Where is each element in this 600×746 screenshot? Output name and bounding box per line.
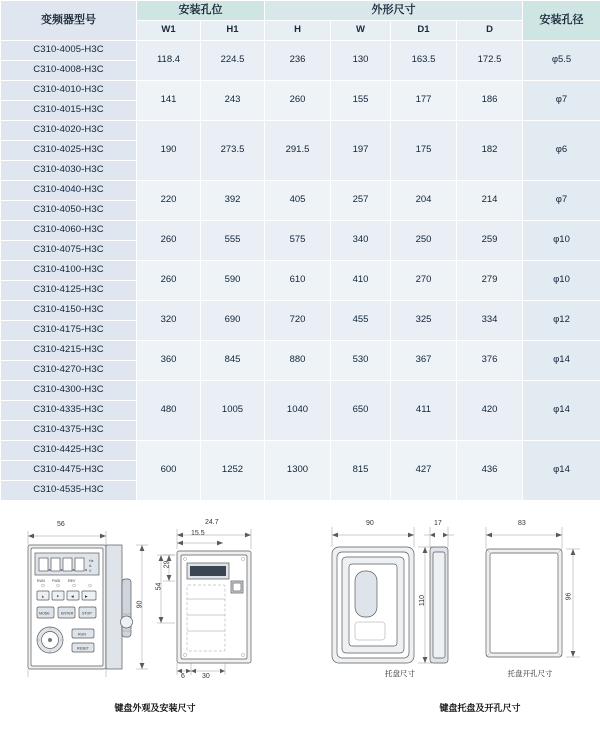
dim-keypad-depth2: 15.5 xyxy=(191,530,205,537)
dim-keypad-width: 56 xyxy=(57,521,65,528)
table-row xyxy=(1,381,600,401)
cell-h: 236 xyxy=(265,41,331,81)
cell-w1: 480 xyxy=(137,381,201,441)
cell-model: C310-4300-H3C xyxy=(1,381,137,401)
table-row xyxy=(1,341,600,361)
cell-model: C310-4100-H3C xyxy=(1,261,137,281)
cell-model: C310-4150-H3C xyxy=(1,301,137,321)
table-row xyxy=(1,441,600,461)
caption-tray: 键盘托盘及开孔尺寸 xyxy=(380,701,580,714)
cell-w1: 260 xyxy=(137,221,201,261)
cell-hole-diameter: φ12 xyxy=(523,301,600,341)
cell-d: 214 xyxy=(457,181,523,221)
cell-d1: 177 xyxy=(391,81,457,121)
svg-text:ENTER: ENTER xyxy=(61,611,74,615)
tray-side-view xyxy=(420,519,470,684)
cell-w: 197 xyxy=(331,121,391,181)
cell-model: C310-4535-H3C xyxy=(1,481,137,501)
cell-d1: 175 xyxy=(391,121,457,181)
cell-w1: 118.4 xyxy=(137,41,201,81)
svg-text:FWD: FWD xyxy=(52,579,61,583)
table-header xyxy=(1,1,600,41)
cell-hole-diameter: φ14 xyxy=(523,441,600,501)
cell-model: C310-4030-H3C xyxy=(1,161,137,181)
cell-model: C310-4060-H3C xyxy=(1,221,137,241)
cell-model: C310-4215-H3C xyxy=(1,341,137,361)
cell-w: 410 xyxy=(331,261,391,301)
dim-plate-b2: 30 xyxy=(202,673,210,680)
cell-d: 172.5 xyxy=(457,41,523,81)
dim-plate-h1: 29 xyxy=(163,561,170,569)
cell-model: C310-4005-H3C xyxy=(1,41,137,61)
header-model: 变频器型号 xyxy=(1,1,137,41)
dim-tray-width: 90 xyxy=(366,520,374,527)
header-w1: W1 xyxy=(137,21,201,41)
svg-text:REV: REV xyxy=(68,579,76,583)
cell-w: 815 xyxy=(331,441,391,501)
cell-model: C310-4015-H3C xyxy=(1,101,137,121)
cell-d1: 427 xyxy=(391,441,457,501)
subcaption-cutout-size: 托盘开孔尺寸 xyxy=(480,668,580,679)
cell-w1: 190 xyxy=(137,121,201,181)
dim-keypad-height: 90 xyxy=(136,601,143,609)
cell-w: 257 xyxy=(331,181,391,221)
dim-cutout-height: 96 xyxy=(565,593,572,601)
svg-text:V: V xyxy=(89,569,92,573)
cell-d: 186 xyxy=(457,81,523,121)
cell-d1: 270 xyxy=(391,261,457,301)
drawing-divider xyxy=(310,515,311,720)
cell-h: 880 xyxy=(265,341,331,381)
cell-model: C310-4075-H3C xyxy=(1,241,137,261)
cell-w1: 600 xyxy=(137,441,201,501)
header-d1: D1 xyxy=(391,21,457,41)
cell-hole-diameter: φ10 xyxy=(523,221,600,261)
cell-model: C310-4025-H3C xyxy=(1,141,137,161)
keypad-front-view xyxy=(10,519,160,684)
svg-text:▶: ▶ xyxy=(85,594,89,598)
cell-h: 405 xyxy=(265,181,331,221)
cell-w: 130 xyxy=(331,41,391,81)
table-row xyxy=(1,81,600,101)
cell-d1: 250 xyxy=(391,221,457,261)
cell-h: 720 xyxy=(265,301,331,341)
svg-text:▼: ▼ xyxy=(56,594,60,598)
cell-h1: 1005 xyxy=(201,381,265,441)
keypad-mount-plate-view xyxy=(155,519,290,684)
cell-model: C310-4475-H3C xyxy=(1,461,137,481)
dim-cutout-width: 83 xyxy=(518,520,526,527)
dim-plate-b1: 6 xyxy=(181,673,185,680)
subcaption-tray-size: 托盘尺寸 xyxy=(360,668,440,679)
cell-hole-diameter: φ7 xyxy=(523,81,600,121)
cell-h: 260 xyxy=(265,81,331,121)
cell-h: 1300 xyxy=(265,441,331,501)
table-row xyxy=(1,221,600,241)
cell-d1: 411 xyxy=(391,381,457,441)
cell-h1: 1252 xyxy=(201,441,265,501)
cell-h1: 243 xyxy=(201,81,265,121)
cell-model: C310-4375-H3C xyxy=(1,421,137,441)
cell-d: 334 xyxy=(457,301,523,341)
cell-h1: 224.5 xyxy=(201,41,265,81)
cell-d: 259 xyxy=(457,221,523,261)
cell-d: 182 xyxy=(457,121,523,181)
cell-d1: 163.5 xyxy=(391,41,457,81)
header-hole-diameter: 安装孔径 xyxy=(523,1,600,41)
svg-text:RUN: RUN xyxy=(37,579,45,583)
table-row xyxy=(1,261,600,281)
table-row xyxy=(1,121,600,141)
svg-text:RESET: RESET xyxy=(77,646,90,650)
tray-cutout-view xyxy=(468,519,593,684)
header-h1: H1 xyxy=(201,21,265,41)
svg-text:STOP: STOP xyxy=(82,611,92,615)
cell-d: 436 xyxy=(457,441,523,501)
table-body xyxy=(1,41,600,501)
svg-text:◀: ◀ xyxy=(71,594,75,598)
svg-text:RUN: RUN xyxy=(78,632,86,636)
cell-hole-diameter: φ6 xyxy=(523,121,600,181)
cell-w: 340 xyxy=(331,221,391,261)
svg-text:▲: ▲ xyxy=(41,594,45,598)
cell-h: 575 xyxy=(265,221,331,261)
cell-d: 420 xyxy=(457,381,523,441)
cell-model: C310-4010-H3C xyxy=(1,81,137,101)
svg-text:MODE: MODE xyxy=(39,611,50,615)
cell-d: 376 xyxy=(457,341,523,381)
cell-w: 530 xyxy=(331,341,391,381)
svg-text:Hz: Hz xyxy=(89,559,94,563)
cell-model: C310-4175-H3C xyxy=(1,321,137,341)
cell-w1: 320 xyxy=(137,301,201,341)
table-row xyxy=(1,41,600,61)
header-w: W xyxy=(331,21,391,41)
cell-model: C310-4270-H3C xyxy=(1,361,137,381)
cell-w1: 260 xyxy=(137,261,201,301)
svg-text:A: A xyxy=(89,564,92,568)
cell-hole-diameter: φ5.5 xyxy=(523,41,600,81)
caption-keypad: 键盘外观及安装尺寸 xyxy=(55,701,255,714)
cell-w: 455 xyxy=(331,301,391,341)
cell-w1: 220 xyxy=(137,181,201,221)
cell-hole-diameter: φ14 xyxy=(523,381,600,441)
cell-model: C310-4040-H3C xyxy=(1,181,137,201)
cell-h1: 845 xyxy=(201,341,265,381)
cell-hole-diameter: φ10 xyxy=(523,261,600,301)
cell-h1: 392 xyxy=(201,181,265,221)
header-d: D xyxy=(457,21,523,41)
cell-w: 650 xyxy=(331,381,391,441)
dim-plate-h2: 54 xyxy=(155,583,162,591)
dim-tray-depth: 17 xyxy=(434,520,442,527)
cell-model: C310-4335-H3C xyxy=(1,401,137,421)
cell-model: C310-4050-H3C xyxy=(1,201,137,221)
header-mount-holes: 安装孔位 xyxy=(137,1,265,21)
cell-d1: 367 xyxy=(391,341,457,381)
cell-d1: 204 xyxy=(391,181,457,221)
cell-h1: 555 xyxy=(201,221,265,261)
drawings-area xyxy=(0,501,600,746)
cell-w1: 141 xyxy=(137,81,201,121)
cell-model: C310-4425-H3C xyxy=(1,441,137,461)
cell-hole-diameter: φ14 xyxy=(523,341,600,381)
dim-keypad-depth: 24.7 xyxy=(205,519,219,526)
cell-model: C310-4125-H3C xyxy=(1,281,137,301)
cell-h: 1040 xyxy=(265,381,331,441)
header-outline: 外形尺寸 xyxy=(265,1,523,21)
dim-tray-height: 110 xyxy=(419,595,426,606)
cell-d: 279 xyxy=(457,261,523,301)
cell-w1: 360 xyxy=(137,341,201,381)
cell-h: 291.5 xyxy=(265,121,331,181)
cell-hole-diameter: φ7 xyxy=(523,181,600,221)
cell-h1: 273.5 xyxy=(201,121,265,181)
cell-h: 610 xyxy=(265,261,331,301)
table-row xyxy=(1,301,600,321)
cell-model: C310-4020-H3C xyxy=(1,121,137,141)
cell-model: C310-4008-H3C xyxy=(1,61,137,81)
header-h: H xyxy=(265,21,331,41)
cell-w: 155 xyxy=(331,81,391,121)
cell-d1: 325 xyxy=(391,301,457,341)
cell-h1: 590 xyxy=(201,261,265,301)
table-row xyxy=(1,181,600,201)
cell-h1: 690 xyxy=(201,301,265,341)
